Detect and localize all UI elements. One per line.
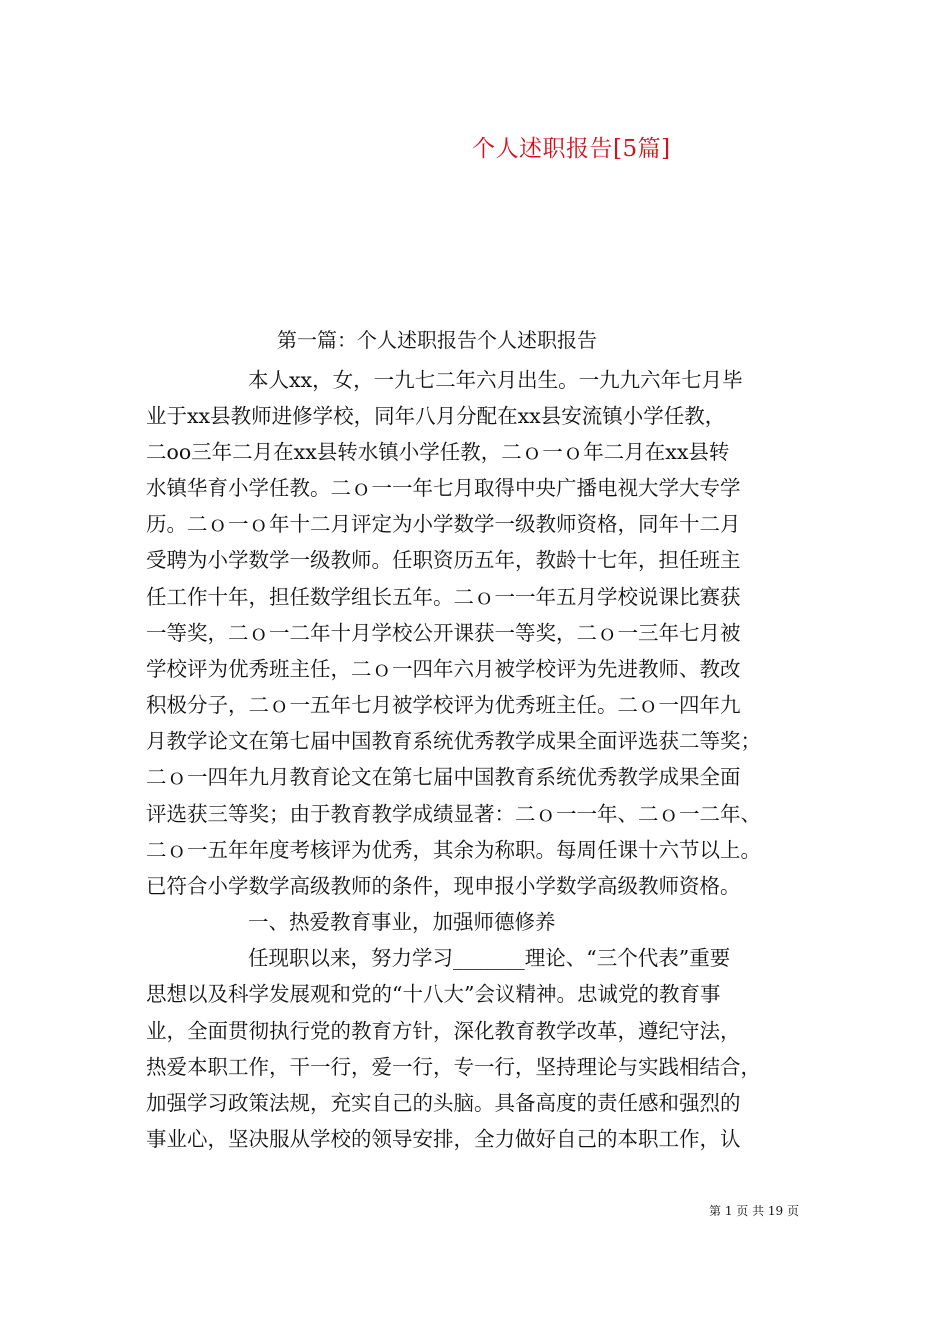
body-line: 热爱本职工作，干一行，爱一行，专一行，坚持理论与实践相结合， [146, 1055, 761, 1079]
body-line: 历。二ｏ一ｏ年十二月评定为小学数学一级教师资格，同年十二月 [146, 512, 741, 536]
section-heading: 第一篇：个人述职报告个人述职报告 [277, 328, 597, 352]
page-number-footer: 第 1 页 共 19 页 [709, 1204, 799, 1218]
body-line: 评选获三等奖；由于教育教学成绩显著：二ｏ一一年、二ｏ一二年、 [146, 802, 761, 826]
body-line: 积极分子，二ｏ一五年七月被学校评为优秀班主任。二ｏ一四年九 [146, 693, 741, 717]
body-line: 二ｏ一五年年度考核评为优秀，其余为称职。每周任课十六节以上。 [146, 838, 761, 862]
body-line: 月教学论文在第七届中国教育系统优秀教学成果全面评选获二等奖； [146, 729, 761, 753]
body-line: 已符合小学数学高级教师的条件，现申报小学数学高级教师资格。 [146, 874, 741, 898]
body-line: 一等奖，二ｏ一二年十月学校公开课获一等奖，二ｏ一三年七月被 [146, 621, 741, 645]
body-line: 思想以及科学发展观和党的“十八大”会议精神。忠诚党的教育事 [146, 982, 721, 1006]
body-line: 业于xx县教师进修学校，同年八月分配在xx县安流镇小学任教， [146, 404, 726, 428]
body-line: 任工作十年，担任数学组长五年。二ｏ一一年五月学校说课比赛获 [146, 585, 741, 609]
body-line: 二ｏ一四年九月教育论文在第七届中国教育系统优秀教学成果全面 [146, 765, 741, 789]
document-title: 个人述职报告[5篇] [472, 136, 671, 162]
body-line: 学校评为优秀班主任，二ｏ一四年六月被学校评为先进教师、教改 [146, 657, 741, 681]
body-line: 水镇华育小学任教。二ｏ一一年七月取得中央广播电视大学大专学 [146, 476, 741, 500]
body-line: 任现职以来，努力学习_______理论、“三个代表”重要 [248, 946, 731, 970]
body-line: 加强学习政策法规，充实自己的头脑。具备高度的责任感和强烈的 [146, 1091, 741, 1115]
body-line: 受聘为小学数学一级教师。任职资历五年，教龄十七年，担任班主 [146, 548, 741, 572]
body-line: 本人xx，女，一九七二年六月出生。一九九六年七月毕 [248, 368, 743, 392]
body-line: 二oo三年二月在xx县转水镇小学任教，二ｏ一ｏ年二月在xx县转 [146, 440, 730, 464]
subheading: 一、热爱教育事业，加强师德修养 [248, 910, 556, 934]
body-line: 业，全面贯彻执行党的教育方针，深化教育教学改革，遵纪守法， [146, 1019, 741, 1043]
body-line: 事业心，坚决服从学校的领导安排，全力做好自己的本职工作，认 [146, 1127, 741, 1151]
